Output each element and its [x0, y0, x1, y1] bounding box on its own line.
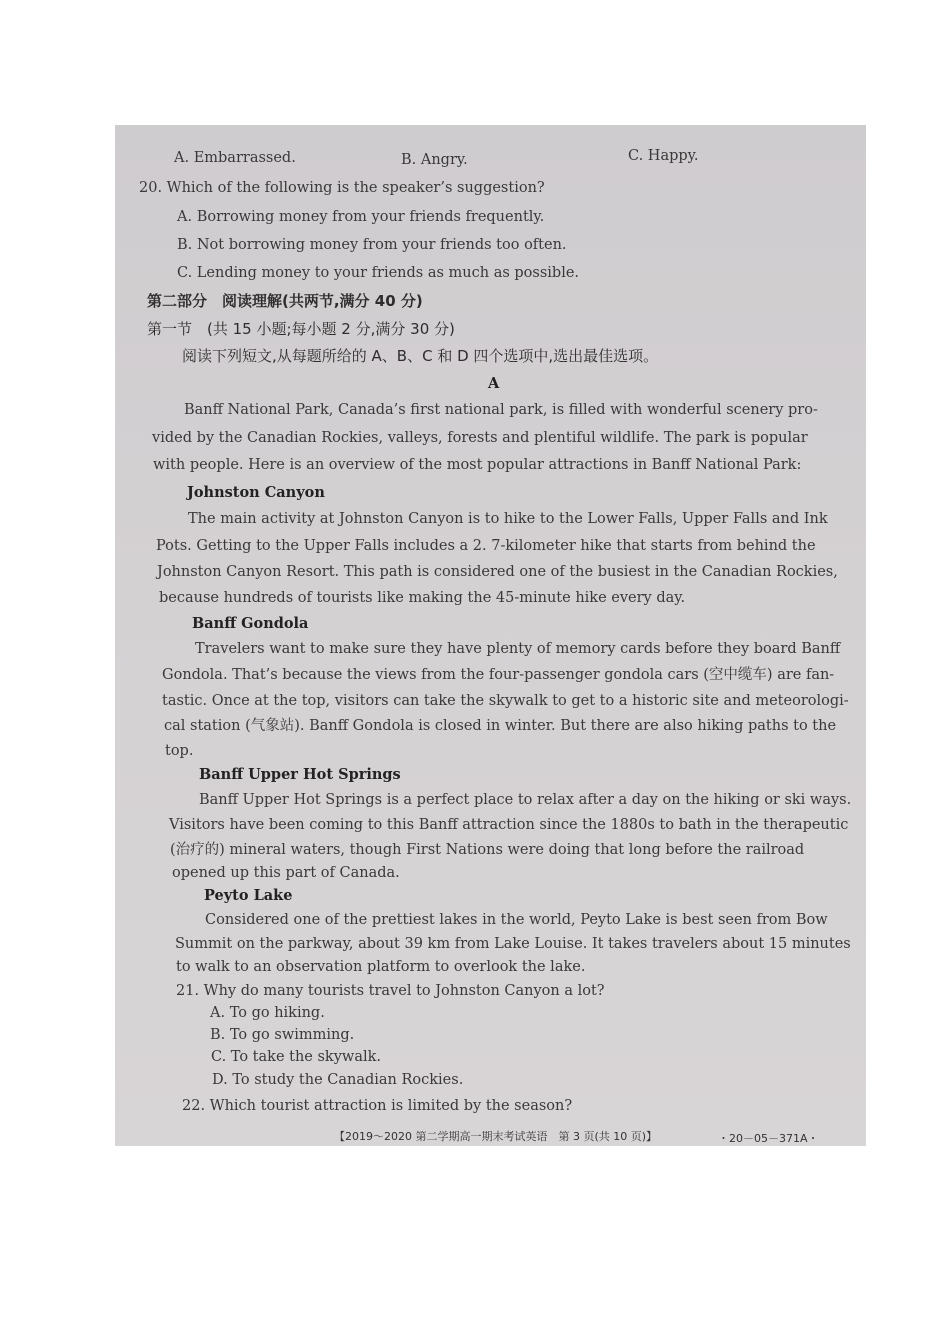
- gondola-title: Banff Gondola: [192, 615, 309, 632]
- q21-stem: 21. Why do many tourists travel to Johnston Canyon a lot?: [176, 983, 605, 999]
- gondola-line: cal station (气象站). Banff Gondola is closed in winter. But there are also hiking paths to the: [164, 718, 837, 734]
- springs-line: opened up this part of Canada.: [172, 865, 400, 881]
- springs-title: Banff Upper Hot Springs: [199, 766, 401, 783]
- q20-stem: 20. Which of the following is the speaker’s suggestion?: [139, 180, 545, 196]
- gondola-line: tastic. Once at the top, visitors can take the skywalk to get to a historic site and meteorologi-: [162, 693, 849, 709]
- gondola-line: top.: [165, 743, 194, 759]
- peyto-line: to walk to an observation platform to overlook the lake.: [176, 959, 586, 975]
- q21-option-a: A. To go hiking.: [210, 1005, 325, 1021]
- q20-option-b: B. Not borrowing money from your friends too often.: [177, 237, 567, 253]
- q21-option-d: D. To study the Canadian Rockies.: [212, 1072, 464, 1088]
- q20-option-a: A. Borrowing money from your friends frequently.: [177, 209, 545, 225]
- q22-stem: 22. Which tourist attraction is limited by the season?: [182, 1098, 573, 1114]
- johnston-line: The main activity at Johnston Canyon is to hike to the Lower Falls, Upper Falls and Ink: [188, 511, 828, 527]
- section-part-heading: 第二部分 阅读理解(共两节,满分 40 分): [147, 292, 423, 310]
- peyto-line: Considered one of the prettiest lakes in the world, Peyto Lake is best seen from Bow: [205, 912, 828, 928]
- gondola-line: Travelers want to make sure they have plenty of memory cards before they board Banff: [195, 641, 841, 657]
- johnston-line: because hundreds of tourists like making the 45-minute hike every day.: [159, 590, 686, 606]
- intro-line: vided by the Canadian Rockies, valleys, forests and plentiful wildlife. The park is popular: [152, 430, 808, 446]
- q21-option-c: C. To take the skywalk.: [211, 1049, 381, 1065]
- section-instruction: 阅读下列短文,从每题所给的 A、B、C 和 D 四个选项中,选出最佳选项。: [182, 347, 659, 365]
- johnston-title: Johnston Canyon: [187, 484, 325, 501]
- q20-option-c: C. Lending money to your friends as much as possible.: [177, 265, 580, 281]
- passage-letter: A: [488, 375, 500, 392]
- exam-page-photo: [115, 125, 866, 1146]
- q19-option-b: B. Angry.: [401, 152, 468, 168]
- springs-line: (治疗的) mineral waters, though First Nations were doing that long before the railroad: [170, 842, 805, 858]
- peyto-line: Summit on the parkway, about 39 km from Lake Louise. It takes travelers about 15 minutes: [175, 936, 851, 952]
- section-sub-heading: 第一节 (共 15 小题;每小题 2 分,满分 30 分): [147, 320, 455, 338]
- springs-line: Visitors have been coming to this Banff attraction since the 1880s to bath in the therapeutic: [169, 817, 849, 833]
- q21-option-b: B. To go swimming.: [210, 1027, 355, 1043]
- q19-option-a: A. Embarrassed.: [174, 150, 296, 166]
- gondola-line: Gondola. That’s because the views from the four-passenger gondola cars (空中缆车) are fan-: [162, 667, 835, 683]
- intro-line: with people. Here is an overview of the most popular attractions in Banff National Park:: [153, 457, 802, 473]
- springs-line: Banff Upper Hot Springs is a perfect place to relax after a day on the hiking or ski ways.: [199, 792, 852, 808]
- peyto-title: Peyto Lake: [204, 887, 293, 904]
- page-footer: 【2019～2020 第二学期高一期末考试英语 第 3 页(共 10 页)】: [334, 1130, 658, 1143]
- paper-code: ・20－05－371A・: [718, 1132, 819, 1145]
- intro-line: Banff National Park, Canada’s first national park, is filled with wonderful scenery pro-: [184, 402, 818, 418]
- johnston-line: Johnston Canyon Resort. This path is considered one of the busiest in the Canadian Rockies,: [157, 564, 838, 580]
- johnston-line: Pots. Getting to the Upper Falls includes a 2. 7-kilometer hike that starts from behind the: [156, 538, 816, 554]
- q19-option-c: C. Happy.: [628, 148, 699, 164]
